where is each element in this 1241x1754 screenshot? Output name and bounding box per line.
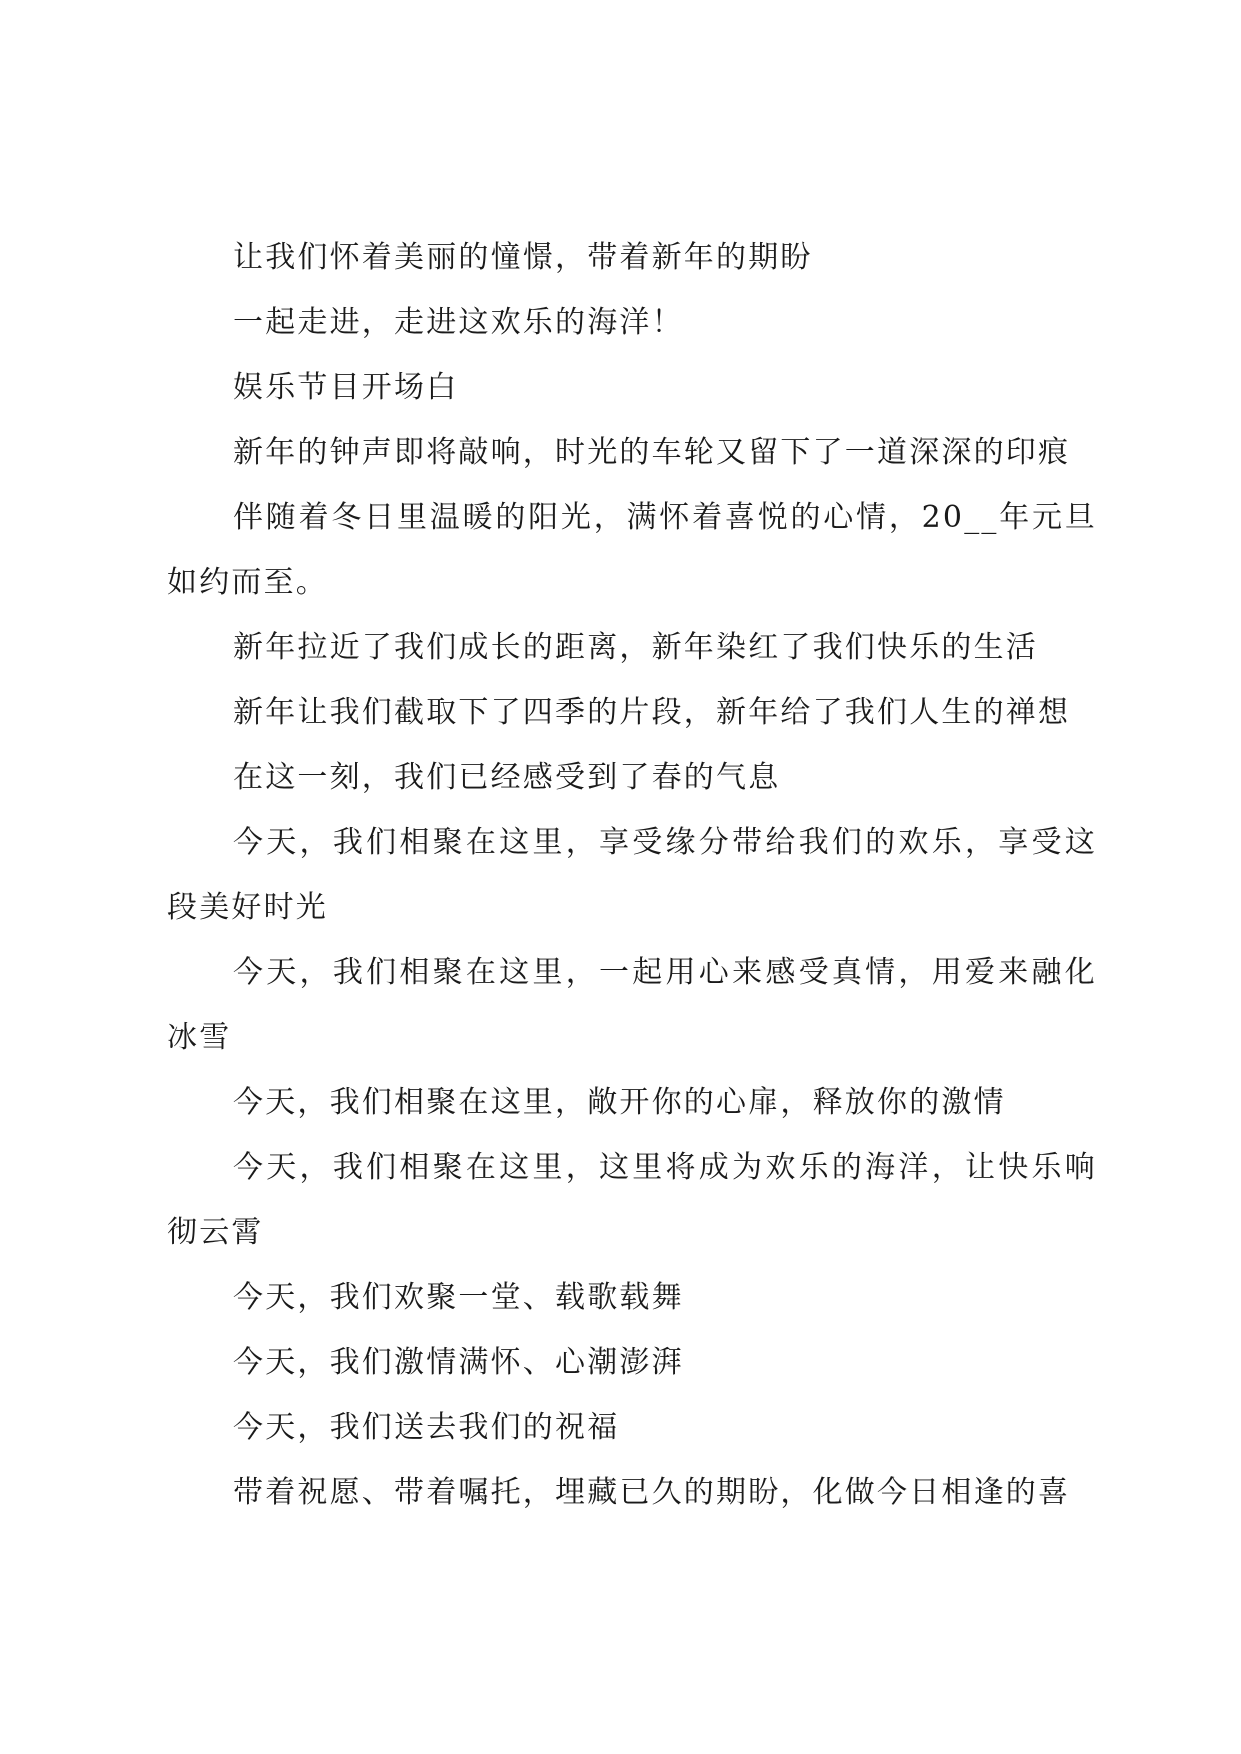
section-heading: 娱乐节目开场白 [233,370,459,405]
paragraph: 一起走进，走进这欢乐的海洋！ [233,305,684,340]
paragraph: 让我们怀着美丽的憧憬，带着新年的期盼 [233,240,813,275]
paragraph: 伴随着冬日里温暖的阳光，满怀着喜悦的心情，20__年元旦如约而至。 [167,500,1097,600]
paragraph: 新年让我们截取下了四季的片段，新年给了我们人生的禅想 [233,695,1071,730]
paragraph: 今天，我们相聚在这里，一起用心来感受真情，用爱来融化冰雪 [167,955,1097,1055]
paragraph: 今天，我们相聚在这里，享受缘分带给我们的欢乐，享受这段美好时光 [167,825,1097,925]
paragraph: 今天，我们激情满怀、心潮澎湃 [233,1345,684,1380]
paragraph: 新年拉近了我们成长的距离，新年染红了我们快乐的生活 [233,630,1038,665]
paragraph: 今天，我们相聚在这里，这里将成为欢乐的海洋，让快乐响彻云霄 [167,1150,1097,1250]
paragraph: 新年的钟声即将敲响，时光的车轮又留下了一道深深的印痕 [233,435,1071,470]
document-body [167,225,1097,1525]
paragraph: 带着祝愿、带着嘱托，埋藏已久的期盼，化做今日相逢的喜 [233,1475,1071,1510]
paragraph: 在这一刻，我们已经感受到了春的气息 [233,760,781,795]
paragraph: 今天，我们送去我们的祝福 [233,1410,620,1445]
paragraph: 今天，我们相聚在这里，敞开你的心扉，释放你的激情 [233,1085,1006,1120]
paragraph: 今天，我们欢聚一堂、载歌载舞 [233,1280,684,1315]
